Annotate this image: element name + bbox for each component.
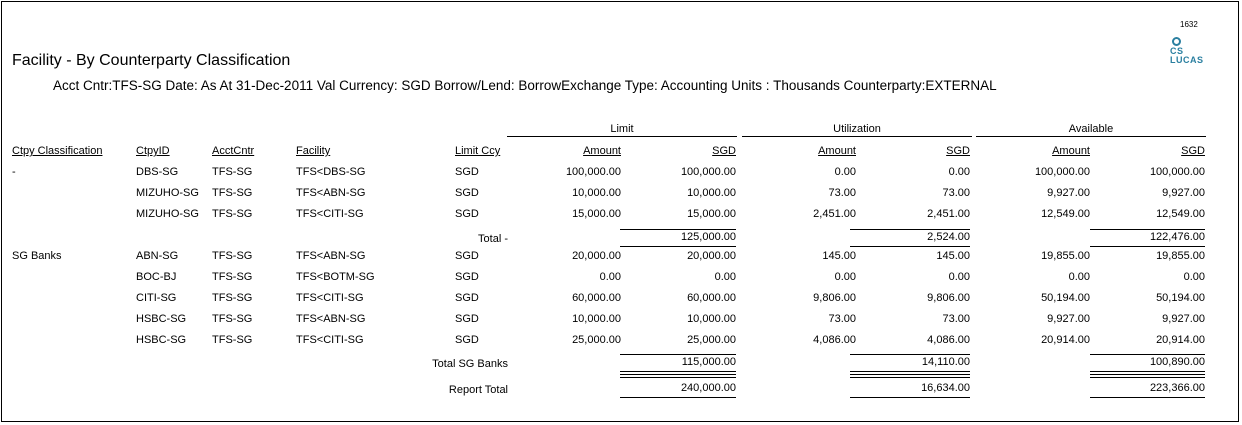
cell-limit-sgd: 100,000.00 [680, 166, 736, 178]
group-rule-available [976, 136, 1206, 137]
cell-acct-cntr: TFS-SG [212, 334, 253, 346]
cell-limit-amount: 100,000.00 [565, 166, 621, 178]
total-rule [620, 229, 736, 230]
total-label: Total - [478, 233, 508, 245]
cell-ccy: SGD [455, 313, 479, 325]
cell-limit-sgd: 10,000.00 [687, 313, 736, 325]
col-header-limit-ccy: Limit Ccy [455, 145, 501, 157]
col-header-facility: Facility [296, 145, 331, 157]
company-logo [1170, 37, 1222, 65]
report-parameters: Acct Cntr:TFS-SG Date: As At 31-Dec-2011 Val Currency: SGD Borrow/Lend: BorrowExchange Type: Accounting Units : Thousands Counterparty:EXTERNAL [53, 78, 997, 93]
cell-facility: TFS<ABN-SG [296, 313, 366, 325]
total-rule [1090, 377, 1205, 378]
cell-ctpy-id: HSBC-SG [136, 334, 187, 346]
cell-util-amount: 0.00 [834, 166, 856, 178]
cell-avail-sgd: 12,549.00 [1156, 208, 1205, 220]
cell-avail-sgd: 50,194.00 [1156, 292, 1205, 304]
col-header-ctpy-id: CtpyID [136, 145, 170, 157]
cell-limit-sgd: 10,000.00 [687, 187, 736, 199]
cell-limit-sgd: 15,000.00 [687, 208, 736, 220]
cell-ccy: SGD [455, 271, 479, 283]
total-rule [620, 374, 736, 375]
col-header-util-amount: Amount [818, 145, 856, 157]
total-underline [620, 397, 736, 398]
total-underline [620, 246, 736, 247]
cell-ctpy-id: BOC-BJ [136, 271, 177, 283]
cell-limit-sgd: 60,000.00 [687, 292, 736, 304]
cell-avail-sgd: 19,855.00 [1156, 250, 1205, 262]
total-limit-sgd: 240,000.00 [680, 382, 736, 394]
page-number: 1632 [1180, 20, 1198, 29]
cell-avail-sgd: 100,000.00 [1149, 166, 1205, 178]
logo-mark-icon [1172, 37, 1181, 46]
cell-limit-amount: 15,000.00 [572, 208, 621, 220]
cell-limit-amount: 25,000.00 [572, 334, 621, 346]
col-header-util-sgd: SGD [946, 145, 970, 157]
cell-util-sgd: 145.00 [936, 250, 970, 262]
cell-ctpy-id: CITI-SG [136, 292, 177, 304]
total-rule [850, 229, 970, 230]
total-underline [620, 371, 736, 372]
total-limit-sgd: 125,000.00 [680, 231, 736, 243]
cell-ctpy-id: DBS-SG [136, 166, 179, 178]
cell-avail-amount: 50,194.00 [1041, 292, 1090, 304]
total-avail-sgd: 100,890.00 [1149, 356, 1205, 368]
cell-facility: TFS<CITI-SG [296, 292, 364, 304]
cell-facility: TFS<CITI-SG [296, 208, 364, 220]
cell-util-amount: 4,086.00 [813, 334, 856, 346]
total-rule [850, 354, 970, 355]
total-rule [1090, 374, 1205, 375]
cell-limit-sgd: 20,000.00 [687, 250, 736, 262]
cell-classification: - [12, 166, 16, 178]
cell-util-sgd: 0.00 [948, 271, 970, 283]
cell-acct-cntr: TFS-SG [212, 208, 253, 220]
cell-util-sgd: 4,086.00 [927, 334, 970, 346]
cell-util-amount: 73.00 [828, 313, 856, 325]
cell-limit-amount: 10,000.00 [572, 313, 621, 325]
cell-ctpy-id: MIZUHO-SG [136, 208, 199, 220]
total-rule [850, 374, 970, 375]
col-header-avail-sgd: SGD [1181, 145, 1205, 157]
col-header-limit-amount: Amount [583, 145, 621, 157]
cell-ccy: SGD [455, 187, 479, 199]
total-underline [1090, 397, 1205, 398]
cell-avail-amount: 9,927.00 [1047, 313, 1090, 325]
total-underline [850, 246, 970, 247]
cell-avail-amount: 12,549.00 [1041, 208, 1090, 220]
col-header-avail-amount: Amount [1052, 145, 1090, 157]
cell-avail-sgd: 9,927.00 [1162, 313, 1205, 325]
cell-util-amount: 9,806.00 [813, 292, 856, 304]
cell-facility: TFS<DBS-SG [296, 166, 366, 178]
col-header-classification: Ctpy Classification [12, 145, 103, 157]
cell-ccy: SGD [455, 334, 479, 346]
cell-util-amount: 73.00 [828, 187, 856, 199]
cell-util-sgd: 73.00 [942, 187, 970, 199]
cell-ctpy-id: HSBC-SG [136, 313, 187, 325]
report-title: Facility - By Counterparty Classification [12, 52, 291, 69]
cell-util-sgd: 2,451.00 [927, 208, 970, 220]
total-label: Total SG Banks [432, 358, 508, 370]
total-label: Report Total [448, 384, 508, 396]
cell-util-sgd: 73.00 [942, 313, 970, 325]
cell-util-amount: 145.00 [822, 250, 856, 262]
total-util-sgd: 16,634.00 [921, 382, 970, 394]
cell-avail-sgd: 0.00 [1183, 271, 1205, 283]
cell-util-sgd: 9,806.00 [927, 292, 970, 304]
cell-util-amount: 0.00 [834, 271, 856, 283]
total-underline [1090, 371, 1205, 372]
total-util-sgd: 14,110.00 [921, 356, 970, 368]
cell-facility: TFS<ABN-SG [296, 187, 366, 199]
cell-acct-cntr: TFS-SG [212, 271, 253, 283]
cell-avail-amount: 19,855.00 [1041, 250, 1090, 262]
cell-limit-amount: 60,000.00 [572, 292, 621, 304]
cell-facility: TFS<ABN-SG [296, 250, 366, 262]
cell-limit-amount: 20,000.00 [572, 250, 621, 262]
total-underline [850, 397, 970, 398]
total-rule [620, 377, 736, 378]
cell-facility: TFS<CITI-SG [296, 334, 364, 346]
cell-limit-amount: 0.00 [599, 271, 621, 283]
total-rule [620, 354, 736, 355]
cell-avail-amount: 20,914.00 [1041, 334, 1090, 346]
group-header-available: Available [1068, 123, 1114, 135]
group-header-utilization: Utilization [833, 123, 881, 135]
cell-ccy: SGD [455, 250, 479, 262]
cell-ccy: SGD [455, 166, 479, 178]
cell-acct-cntr: TFS-SG [212, 313, 253, 325]
group-rule-utilization [742, 136, 972, 137]
cell-ccy: SGD [455, 208, 479, 220]
cell-avail-sgd: 9,927.00 [1162, 187, 1205, 199]
cell-classification: SG Banks [12, 250, 62, 262]
group-rule-limit [507, 136, 737, 137]
logo-line-1: CS [1170, 46, 1184, 56]
cell-acct-cntr: TFS-SG [212, 166, 253, 178]
cell-limit-sgd: 25,000.00 [687, 334, 736, 346]
total-util-sgd: 2,524.00 [927, 231, 970, 243]
col-header-limit-sgd: SGD [712, 145, 736, 157]
cell-util-amount: 2,451.00 [813, 208, 856, 220]
cell-limit-amount: 10,000.00 [572, 187, 621, 199]
cell-avail-sgd: 20,914.00 [1156, 334, 1205, 346]
total-rule [1090, 354, 1205, 355]
cell-limit-sgd: 0.00 [714, 271, 736, 283]
group-header-limit: Limit [610, 123, 634, 135]
total-avail-sgd: 122,476.00 [1149, 231, 1205, 243]
total-underline [850, 371, 970, 372]
total-rule [1090, 229, 1205, 230]
total-rule [850, 377, 970, 378]
cell-ccy: SGD [455, 292, 479, 304]
cell-facility: TFS<BOTM-SG [296, 271, 375, 283]
cell-avail-amount: 0.00 [1068, 271, 1090, 283]
cell-acct-cntr: TFS-SG [212, 292, 253, 304]
cell-ctpy-id: ABN-SG [136, 250, 179, 262]
cell-util-sgd: 0.00 [948, 166, 970, 178]
total-avail-sgd: 223,366.00 [1149, 382, 1205, 394]
cell-avail-amount: 9,927.00 [1047, 187, 1090, 199]
cell-avail-amount: 100,000.00 [1034, 166, 1090, 178]
cell-ctpy-id: MIZUHO-SG [136, 187, 199, 199]
col-header-acct-cntr: AcctCntr [212, 145, 255, 157]
cell-acct-cntr: TFS-SG [212, 187, 253, 199]
logo-line-2: LUCAS [1170, 55, 1204, 65]
total-underline [1090, 246, 1205, 247]
cell-acct-cntr: TFS-SG [212, 250, 253, 262]
total-limit-sgd: 115,000.00 [681, 356, 736, 368]
